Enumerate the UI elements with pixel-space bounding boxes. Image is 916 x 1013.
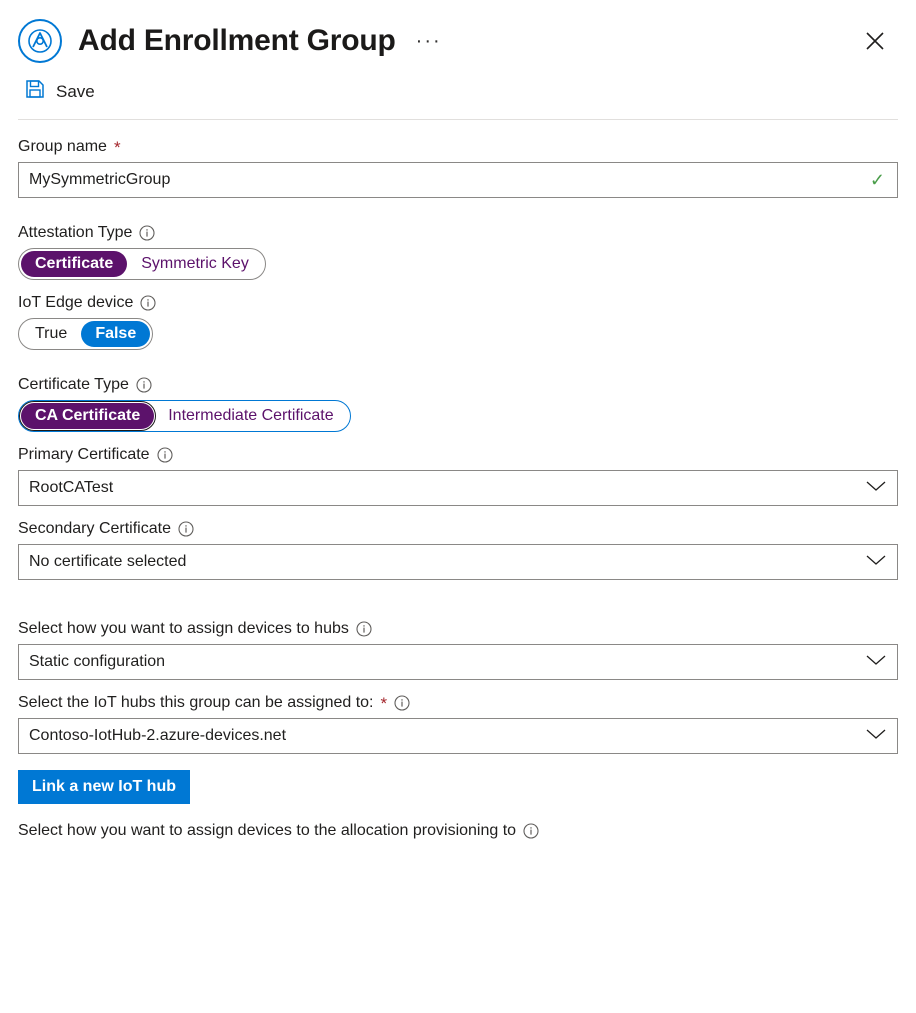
- primary-certificate-value: RootCATest: [29, 479, 114, 496]
- certificate-type-toggle[interactable]: [18, 400, 351, 432]
- iot-hubs-value: Contoso-IotHub-2.azure-devices.net: [29, 727, 287, 744]
- group-name-required-marker: *: [113, 137, 121, 157]
- command-bar: [0, 68, 916, 119]
- more-options-button[interactable]: ···: [415, 30, 442, 52]
- secondary-certificate-label-row: [18, 520, 898, 538]
- spacer-3: [18, 580, 898, 620]
- info-icon[interactable]: [394, 695, 410, 711]
- group-name-value: MySymmetricGroup: [29, 171, 171, 188]
- spacer-4: [18, 754, 898, 770]
- attestation-type-label: Attestation Type: [18, 224, 133, 241]
- secondary-certificate-dropdown[interactable]: [18, 544, 898, 580]
- attestation-type-toggle[interactable]: [18, 248, 266, 280]
- valid-check-icon: ✓: [869, 169, 885, 190]
- assign-devices-label: Select how you want to assign devices to hubs: [18, 620, 349, 637]
- page-title: Add Enrollment Group: [78, 24, 396, 57]
- certificate-type-label-row: [18, 376, 898, 394]
- save-label: Save: [56, 81, 95, 101]
- attestation-type-label-row: [18, 224, 898, 242]
- primary-certificate-label-row: [18, 446, 898, 464]
- close-icon[interactable]: [858, 24, 892, 58]
- iot-edge-device-label: IoT Edge device: [18, 294, 134, 311]
- certificate-type-label: Certificate Type: [18, 376, 129, 393]
- attestation-type-option-certificate[interactable]: Certificate: [21, 251, 127, 277]
- iot-hubs-required-marker: *: [380, 693, 388, 713]
- chevron-down-icon: [865, 479, 887, 497]
- assign-devices-dropdown[interactable]: [18, 644, 898, 680]
- info-icon[interactable]: [356, 621, 372, 637]
- link-new-iot-hub-button[interactable]: Link a new IoT hub: [18, 770, 190, 804]
- iot-hubs-dropdown[interactable]: [18, 718, 898, 754]
- chevron-down-icon: [865, 653, 887, 671]
- info-icon[interactable]: [139, 225, 155, 241]
- assign-devices-value: Static configuration: [29, 653, 166, 670]
- certificate-type-option-intermediate-certificate[interactable]: Intermediate Certificate: [168, 407, 334, 424]
- secondary-certificate-label: Secondary Certificate: [18, 520, 171, 537]
- primary-certificate-label: Primary Certificate: [18, 446, 150, 463]
- iot-edge-device-label-row: [18, 294, 898, 312]
- iot-hubs-label-row: [18, 694, 898, 712]
- attestation-type-option-symmetric-key[interactable]: Symmetric Key: [141, 255, 249, 272]
- chevron-down-icon: [865, 727, 887, 745]
- info-icon[interactable]: [136, 377, 152, 393]
- iot-hubs-label: Select the IoT hubs this group can be assigned to:: [18, 694, 374, 711]
- group-name-input[interactable]: [18, 162, 898, 198]
- enrollment-form: [0, 120, 916, 840]
- save-icon: [24, 78, 46, 105]
- info-icon[interactable]: [178, 521, 194, 537]
- info-icon[interactable]: [523, 823, 539, 839]
- certificate-type-option-ca-certificate[interactable]: CA Certificate: [21, 403, 154, 429]
- iot-edge-device-option-false[interactable]: False: [81, 321, 150, 347]
- iot-edge-device-toggle[interactable]: [18, 318, 153, 350]
- info-icon[interactable]: [140, 295, 156, 311]
- save-button[interactable]: [18, 74, 101, 109]
- secondary-certificate-value: No certificate selected: [29, 553, 187, 570]
- partial-bottom-label-row: [18, 822, 898, 840]
- partial-bottom-label: Select how you want to assign devices to the allocation provisioning to: [18, 822, 517, 839]
- blade-header: [0, 0, 916, 68]
- spacer-2: [18, 350, 898, 376]
- group-name-label: Group name: [18, 138, 107, 155]
- iot-edge-device-option-true[interactable]: True: [35, 325, 68, 342]
- info-icon[interactable]: [157, 447, 173, 463]
- spacer-1: [18, 198, 898, 224]
- group-name-label-row: [18, 138, 898, 156]
- primary-certificate-dropdown[interactable]: [18, 470, 898, 506]
- chevron-down-icon: [865, 553, 887, 571]
- dps-icon: [18, 19, 62, 63]
- assign-devices-label-row: [18, 620, 898, 638]
